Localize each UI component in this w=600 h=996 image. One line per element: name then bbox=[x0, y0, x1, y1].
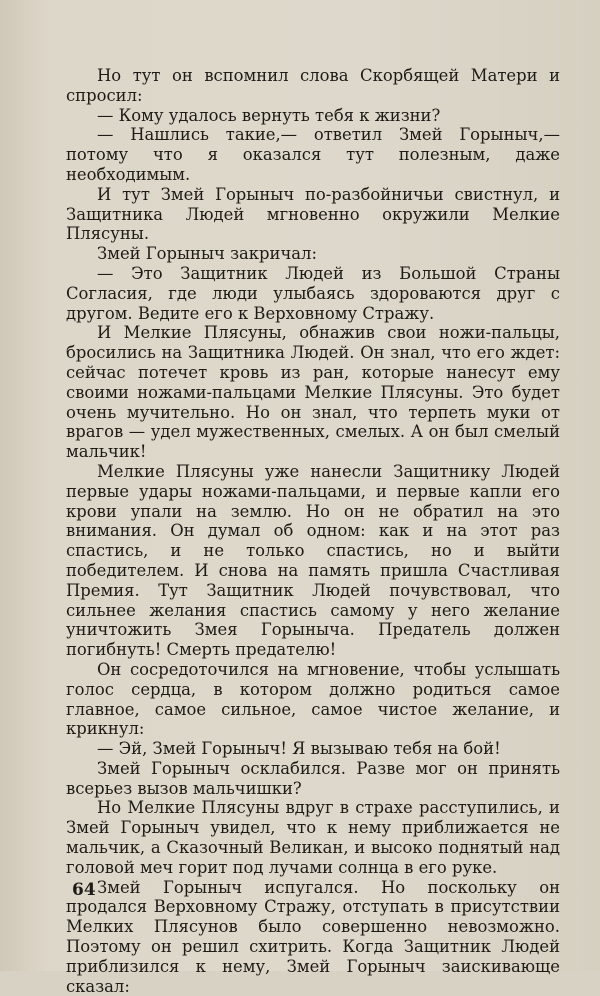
page-number: 64 bbox=[72, 880, 96, 900]
paragraph: Змей Горыныч закричал: bbox=[97, 244, 317, 264]
paragraph: Но тут он вспомнил слова Скорбящей Матери и спросил: bbox=[66, 66, 560, 105]
paragraph: Змей Горыныч осклабился. Разве мог он принять всерьез вызов мальчишки? bbox=[66, 758, 560, 798]
paragraph: — Это Защитник Людей из Большой Страны Согласия, где люди улыбаясь здороваются друг с другом. Ведите его к Верховному Стражу. bbox=[66, 263, 560, 323]
paragraph: Он сосредоточился на мгновение, чтобы услышать голос сердца, в котором должно родиться самое главное, самое сильное, самое чистое желание, и крикнул: bbox=[66, 659, 560, 739]
paragraph: Мелкие Плясуны уже нанесли Защитнику Людей первые удары ножами-пальцами, и первые капли его крови упали на землю. Но он не обратил на это внимания. Он думал об одном: как и на этот раз спастись, и не только спастись, но и выйти победителем. И снова на память пришла Счастливая Премия. Тут Защитник Людей почувствовал, что сильнее желания спастись самому у него желание уничтожить Змея Горыныча. Предатель должен погибнуть! Смерть предателю! bbox=[66, 461, 560, 660]
paragraph: — Эй, Змей Горыныч! Я вызываю тебя на бой! bbox=[97, 739, 501, 759]
paragraph: Но Мелкие Плясуны вдруг в страхе расступились, и Змей Горыныч увидел, что к нему приближается не мальчик, а Сказочный Великан, и высоко поднятый над головой меч горит под лучами солнца в его руке. bbox=[66, 798, 560, 877]
paragraph: И тут Змей Горыныч по-разбойничьи свистнул, и Защитника Людей мгновенно окружили Мелкие Плясуны. bbox=[66, 184, 560, 244]
paragraph: И Мелкие Плясуны, обнажив свои ножи-пальцы, бросились на Защитника Людей. Он знал, что его ждет: сейчас потечет кровь из ран, которые нанесут ему своими ножами-пальцами Мелкие Плясуны. Это будет очень мучительно. Но он знал, что терпеть муки от врагов — удел мужественных, смелых. А он был смелый мальчик! bbox=[66, 323, 560, 462]
page-text bbox=[66, 66, 560, 996]
paragraph: — Нашлись такие,— ответил Змей Горыныч,— потому что я оказался тут полезным, даже необходимым. bbox=[66, 125, 560, 184]
paragraph: Змей Горыныч испугался. Но поскольку он продался Верховному Стражу, отступать в присутствии Мелких Плясунов было совершенно невозможно. Поэтому он решил схитрить. Когда Защитник Людей приблизился к нему, Змей Горыныч заискивающе сказал: bbox=[66, 877, 560, 996]
paragraph: — Кому удалось вернуть тебя к жизни? bbox=[97, 105, 441, 125]
